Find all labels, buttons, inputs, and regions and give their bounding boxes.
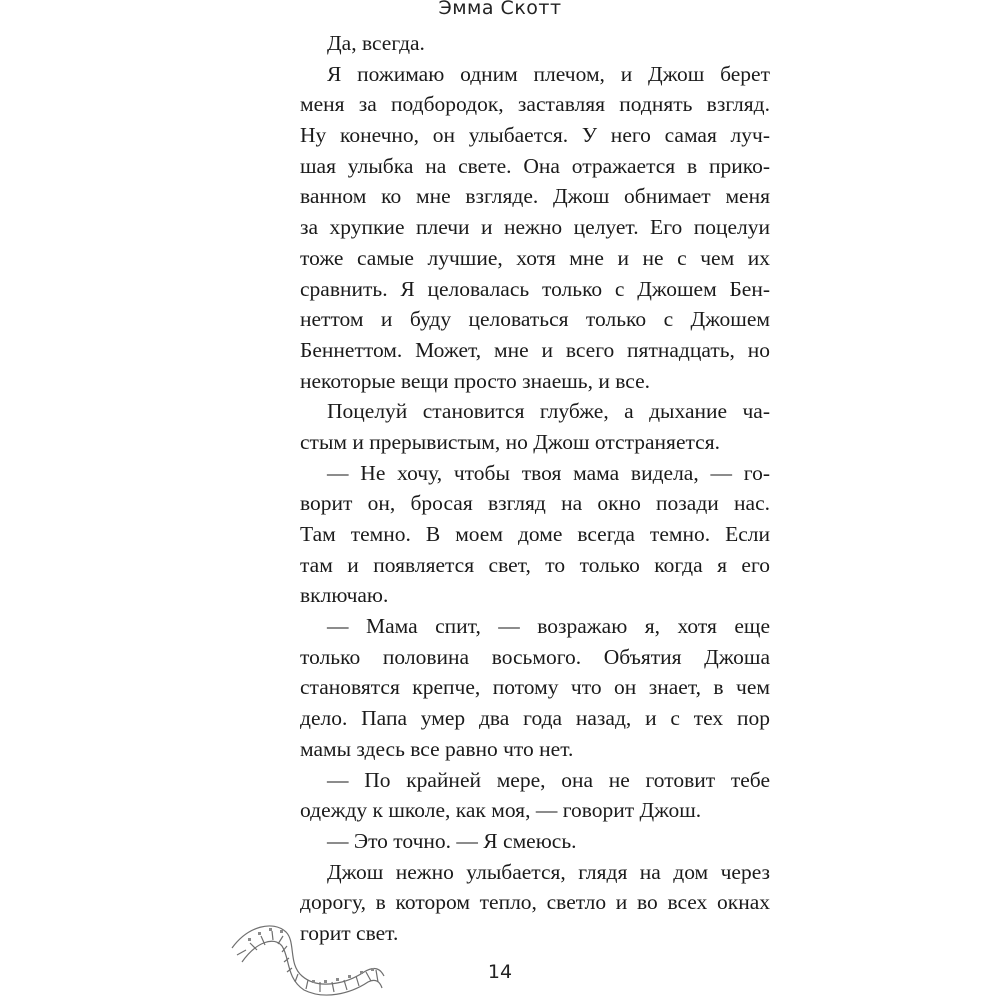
body-text <box>300 28 770 949</box>
text-line: мамы здесь все равно что нет. <box>300 736 574 761</box>
text-line: ворит он, бросая взгляд на окно позади нас. <box>300 491 770 516</box>
text-line: там и появляется свет, то только когда я его <box>300 552 770 577</box>
running-head-author: Эмма Скотт <box>438 0 562 19</box>
text-line: меня за подбородок, заставляя поднять взгляд. <box>300 92 770 117</box>
film-strip-icon <box>228 918 388 998</box>
text-line: сравнить. Я целовалась только с Джошем Бен- <box>300 276 770 301</box>
text-line: — Мама спит, — возражаю я, хотя еще <box>327 614 770 639</box>
text-line: Беннеттом. Может, мне и всего пятнадцать, но <box>300 337 770 362</box>
text-line: Я пожимаю одним плечом, и Джош берет <box>327 61 770 86</box>
text-line: Поцелуй становится глубже, а дыхание ча- <box>327 399 770 424</box>
text-line: стым и прерывистым, но Джош отстраняется. <box>300 429 720 454</box>
text-line: горит свет. <box>300 920 399 945</box>
text-line: неттом и буду целоваться только с Джошем <box>300 307 770 332</box>
text-line: включаю. <box>300 583 389 608</box>
text-line: одежду к школе, как моя, — говорит Джош. <box>300 798 702 823</box>
text-line: только половина восьмого. Объятия Джоша <box>300 644 770 669</box>
text-line: некоторые вещи просто знаешь, и все. <box>300 368 650 393</box>
text-line: дорогу, в котором тепло, светло и во всех окнах <box>300 890 770 915</box>
text-line: Джош нежно улыбается, глядя на дом через <box>327 859 770 884</box>
text-line: Там темно. В моем доме всегда темно. Если <box>300 522 770 546</box>
text-line: дело. Папа умер два года назад, и с тех пор <box>300 706 770 731</box>
text-line: — Не хочу, чтобы твоя мама видела, — го- <box>327 460 770 485</box>
text-line: Да, всегда. <box>327 31 425 55</box>
text-line: — По крайней мере, она не готовит тебе <box>327 767 770 792</box>
text-line: ванном ко мне взгляде. Джош обнимает меня <box>300 184 770 209</box>
text-line: тоже самые лучшие, хотя мне и не с чем их <box>300 245 770 270</box>
text-line: — Это точно. — Я смеюсь. <box>327 828 577 853</box>
text-line: Ну конечно, он улыбается. У него самая луч- <box>300 123 770 148</box>
page-number: 14 <box>487 961 513 983</box>
text-line: за хрупкие плечи и нежно целует. Его поцелуи <box>300 215 770 240</box>
text-line: шая улыбка на свете. Она отражается в прико- <box>300 153 770 178</box>
text-line: становятся крепче, потому что он знает, в чем <box>300 675 770 700</box>
